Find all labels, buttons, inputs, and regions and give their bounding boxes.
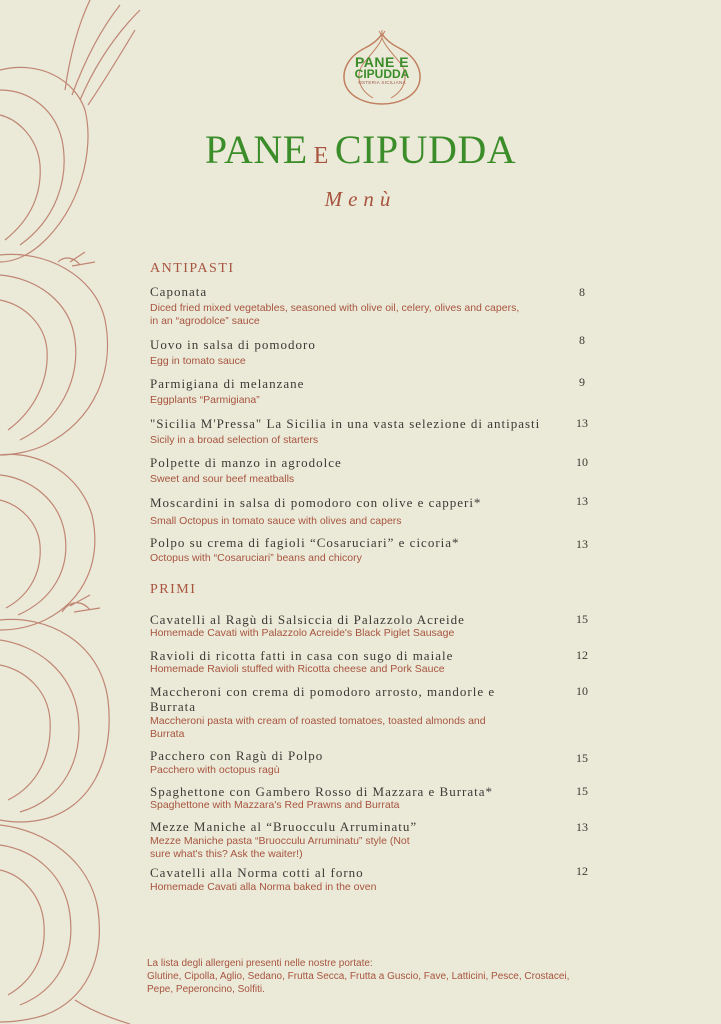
menu-item [150,284,590,328]
item-name: Ravioli di ricotta fatti in casa con sugo di maiale [150,648,454,663]
item-name: Polpo su crema di fagioli “Cosaruciari” e cicoria* [150,535,460,550]
item-name: Polpette di manzo in agrodolce [150,455,342,470]
menu-item [150,784,590,812]
item-description: Diced fried mixed vegetables, seasoned with olive oil, celery, olives and capers, in an “agrodolce” sauce [150,302,520,327]
menu-item [150,612,590,640]
item-description: Mezze Maniche pasta “Bruocculu Arruminatu” style (Not sure what's this? Ask the waiter!) [150,835,410,860]
item-description: Homemade Ravioli stuffed with Ricotta cheese and Pork Sauce [150,663,445,675]
section-title-primi: PRIMI [150,582,197,597]
menu-item [150,865,590,894]
title-part-2: CIPUDDA [334,127,517,172]
item-price: 10 [576,455,588,469]
item-name: Mezze Maniche al “Bruocculu Arruminatu” [150,819,418,834]
menu-item [150,748,590,777]
item-price: 13 [576,494,588,508]
menu-item [150,495,590,528]
item-price: 8 [579,333,585,347]
item-price: 15 [576,751,588,765]
item-name: Pacchero con Ragù di Polpo [150,748,324,763]
item-price: 12 [576,648,588,662]
item-name: Uovo in salsa di pomodoro [150,337,316,352]
allergens-list: Glutine, Cipolla, Aglio, Sedano, Frutta Secca, Frutta a Guscio, Fave, Latticini, Pesce, Crostacei, Pepe, Peperoncino, Solfiti. [147,971,570,995]
page-title [0,126,721,173]
menu-item [150,376,590,407]
menu-item [150,819,590,861]
menu-item [150,535,590,565]
brand-logo [335,28,429,106]
title-joiner: E [313,143,329,169]
menu-item [150,684,590,741]
allergens-note [147,957,587,996]
menu-item [150,337,590,368]
item-description: Small Octopus in tomato sauce with olives and capers [150,515,402,527]
allergens-heading: La lista degli allergeni presenti nelle nostre portate: [147,958,373,969]
item-name: Spaghettone con Gambero Rosso di Mazzara e Burrata* [150,784,494,799]
item-description: Sweet and sour beef meatballs [150,473,295,485]
item-price: 13 [576,537,588,551]
logo-line-3: OSTERIA SICILIANA [358,80,406,85]
item-name: Cavatelli al Ragù di Salsiccia di Palazzolo Acreide [150,612,465,627]
item-name: Moscardini in salsa di pomodoro con olive e capperi* [150,495,482,510]
item-name: "Sicilia M'Pressa" La Sicilia in una vasta selezione di antipasti [150,416,541,431]
item-price: 15 [576,784,588,798]
item-price: 12 [576,864,588,878]
item-description: Egg in tomato sauce [150,355,246,367]
item-price: 10 [576,684,588,698]
item-price: 13 [576,416,588,430]
menu-item [150,416,590,447]
item-description: Pacchero with octopus ragù [150,764,280,776]
item-description: Octopus with “Cosaruciari” beans and chicory [150,552,362,564]
item-description: Sicily in a broad selection of starters [150,434,319,446]
item-price: 13 [576,820,588,834]
item-description: Spaghettone with Mazzara's Red Prawns and Burrata [150,799,400,811]
item-description: Homemade Cavati alla Norma baked in the oven [150,881,377,893]
logo-line-2: CIPUDDA [354,67,410,81]
item-description: Maccheroni pasta with cream of roasted tomatoes, toasted almonds and Burrata [150,715,486,740]
item-price: 8 [579,285,585,299]
item-name: Maccheroni con crema di pomodoro arrosto, mandorle e Burrata [150,684,496,714]
logo-line-1: PANE E [354,54,410,70]
item-name: Caponata [150,284,208,299]
page-subtitle: Menù [324,187,397,211]
item-description: Homemade Cavati with Palazzolo Acreide's Black Piglet Sausage [150,627,455,639]
item-price: 9 [579,375,585,389]
item-name: Parmigiana di melanzane [150,376,305,391]
section-title-antipasti: ANTIPASTI [150,261,235,276]
menu-item [150,455,590,486]
menu-item [150,648,590,676]
item-price: 15 [576,612,588,626]
item-name: Cavatelli alla Norma cotti al forno [150,865,364,880]
item-description: Eggplants “Parmigiana” [150,394,260,406]
title-part-1: PANE [204,127,308,172]
